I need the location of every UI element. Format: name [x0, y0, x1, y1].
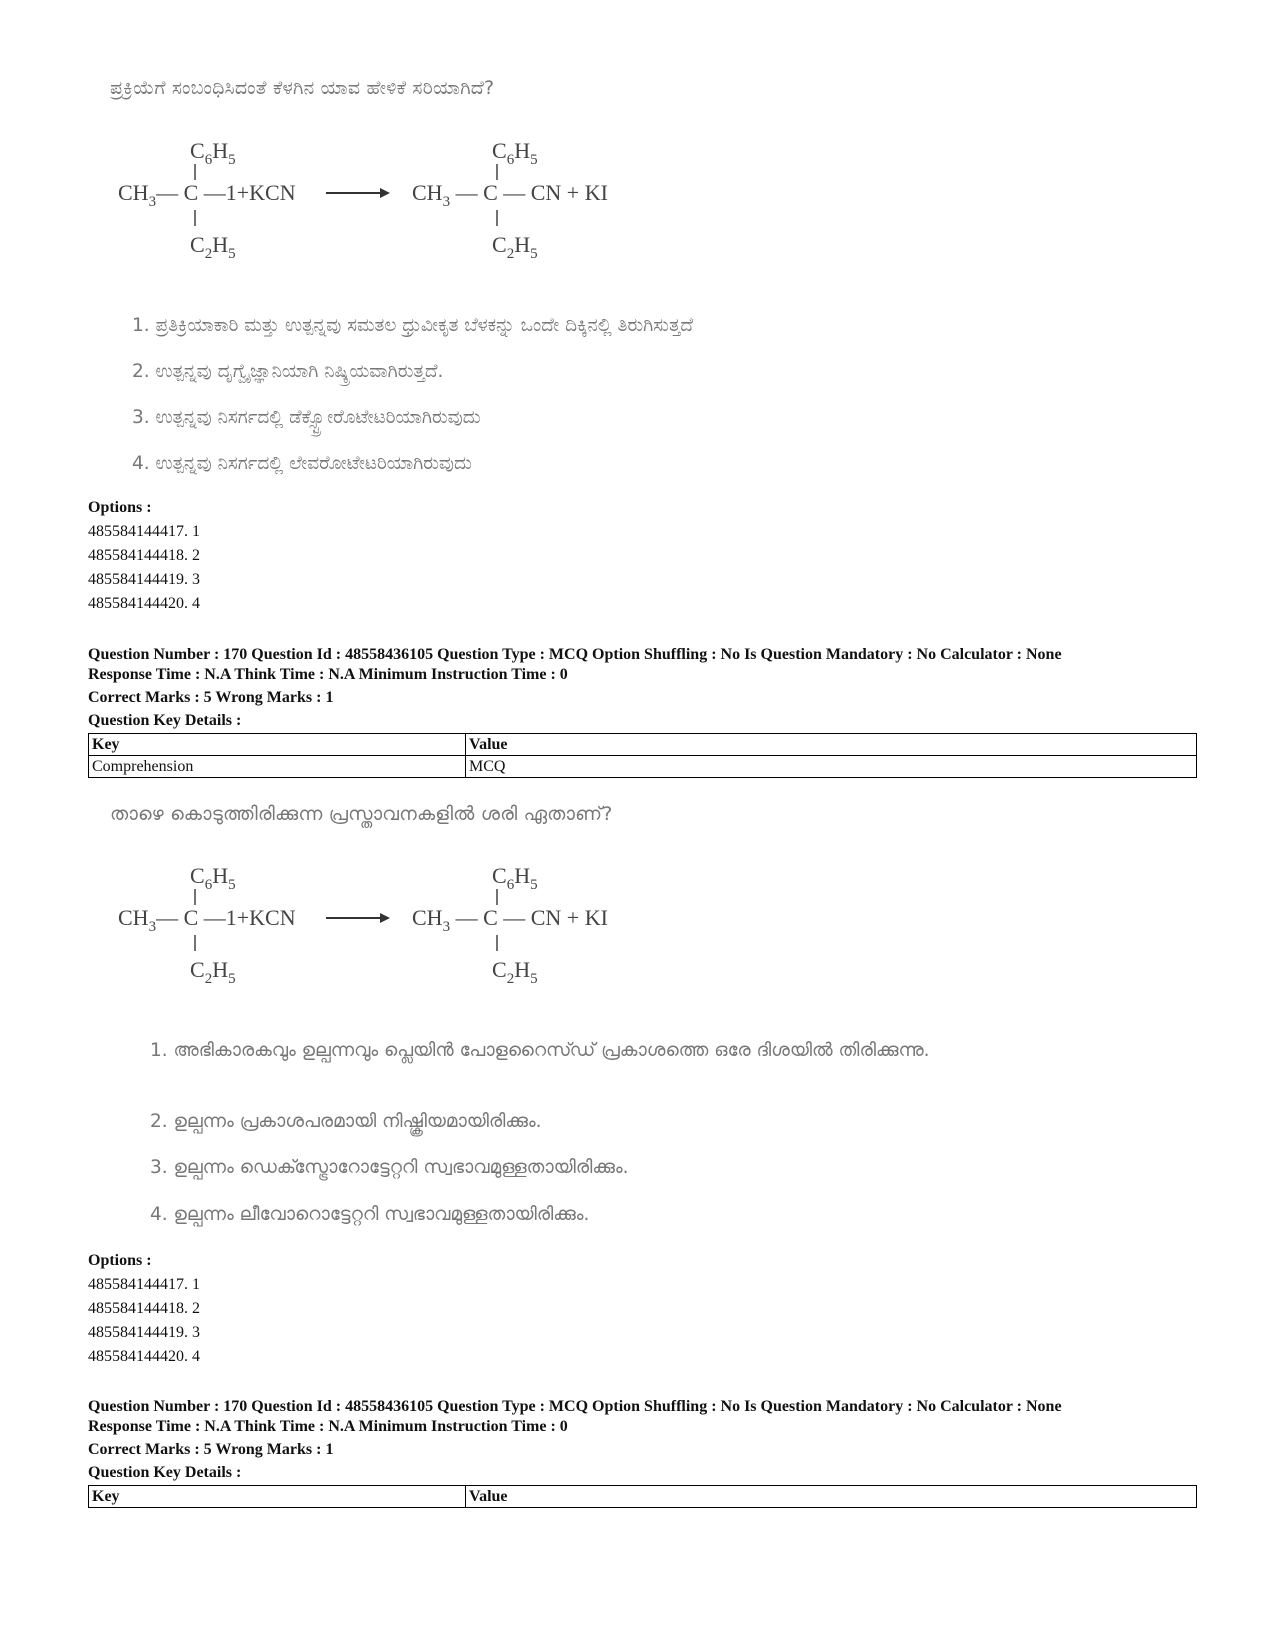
options-label: Options :	[88, 1252, 152, 1269]
options-list	[88, 1249, 200, 1369]
options-label: Options :	[88, 499, 152, 516]
svg-text:C2H5: $C_2H_5$	[492, 957, 538, 987]
option-item: 485584144419. 3	[88, 1324, 200, 1341]
svg-text:C6H5: $C_6H_5$	[190, 138, 236, 168]
option-item: 485584144418. 2	[88, 547, 200, 564]
option-item: 485584144417. 1	[88, 523, 200, 540]
svg-text:CH3 — C — CN + KI: $CH_3$ — C — CN + KI	[412, 180, 608, 210]
option-item: 485584144417. 1	[88, 1276, 200, 1293]
reaction-diagram	[118, 853, 678, 1003]
value-header: Value	[466, 734, 1197, 756]
svg-text:C6H5: $C_6H_5$	[190, 863, 236, 893]
statement-3: 3. ಉತ್ಪನ್ನವು ನಿಸರ್ಗದಲ್ಲಿ ಡೆಕ್ಸ್ಟ್ರೋರೊಟೇಟರಿಯಾಗಿರುವುದು	[132, 407, 481, 428]
option-item: 485584144418. 2	[88, 1300, 200, 1317]
question-title: ಪ್ರಕ್ರಿಯೆಗೆ ಸಂಬಂಧಿಸಿದಂತೆ ಕೆಳಗಿನ ಯಾವ ಹೇಳಿಕೆ ಸರಿಯಾಗಿದೆ?	[110, 77, 495, 99]
marks-line: Correct Marks : 5 Wrong Marks : 1	[88, 1441, 334, 1458]
svg-text:C2H5: $C_2H_5$	[492, 232, 538, 262]
value-cell: MCQ	[466, 756, 1197, 778]
meta-line-2: Response Time : N.A Think Time : N.A Minimum Instruction Time : 0	[88, 666, 568, 683]
statement-2: 2. ಉತ್ಪನ್ನವು ದೃಗ್ವೈಜ್ಞಾನಿಯಾಗಿ ನಿಷ್ಕ್ರಿಯವಾಗಿರುತ್ತದೆ.	[132, 361, 444, 382]
svg-text:CH3 — C — CN + KI: $CH_3$ — C — CN + KI	[412, 905, 608, 935]
key-header: Key	[89, 734, 466, 756]
key-details-table	[88, 1485, 1197, 1508]
svg-text:C6H5: $C_6H_5$	[492, 138, 538, 168]
statement-1: 1. അഭികാരകവും ഉല്പന്നവും പ്ലെയിൻ പോളറൈസ്ഡ് പ്രകാശത്തെ ഒരേ ദിശയിൽ തിരിക്കുന്നു.	[150, 1040, 930, 1061]
meta-line-1: Question Number : 170 Question Id : 48558436105 Question Type : MCQ Option Shuffling : No Is Question Mandatory : No Calculator : None	[88, 1398, 1062, 1415]
question-meta	[88, 1397, 1198, 1483]
key-cell: Comprehension	[89, 756, 466, 778]
key-details-label: Question Key Details :	[88, 1464, 242, 1481]
svg-text:CH3— C —1+KCN: $CH_3—$ C —1+KCN	[118, 905, 296, 935]
key-details-label: Question Key Details :	[88, 712, 242, 729]
meta-line-2: Response Time : N.A Think Time : N.A Minimum Instruction Time : 0	[88, 1418, 568, 1435]
svg-text:C6H5: $C_6H_5$	[492, 863, 538, 893]
statement-2: 2. ഉല്പന്നം പ്രകാശപരമായി നിഷ്ക്രിയമായിരിക്കും.	[150, 1111, 542, 1132]
question-title: താഴെ കൊടുത്തിരിക്കുന്ന പ്രസ്താവനകളിൽ ശരി ഏതാണ്?	[110, 803, 613, 825]
table-header-row	[89, 734, 1197, 756]
svg-text:C2H5: $C_2H_5$	[190, 232, 236, 262]
statement-4: 4. ഉല്പന്നം ലീവോറൊട്ടേറ്ററി സ്വഭാവമുള്ളതായിരിക്കും.	[150, 1204, 590, 1225]
table-row	[89, 756, 1197, 778]
meta-line-1: Question Number : 170 Question Id : 48558436105 Question Type : MCQ Option Shuffling : No Is Question Mandatory : No Calculator : None	[88, 646, 1062, 663]
statement-3: 3. ഉല്പന്നം ഡെക്സ്ട്രോറോട്ടേറ്ററി സ്വഭാവമുള്ളതായിരിക്കും.	[150, 1157, 629, 1178]
reaction-diagram	[118, 128, 678, 278]
svg-text:C2H5: $C_2H_5$	[190, 957, 236, 987]
table-header-row	[89, 1486, 1197, 1508]
statement-1: 1. ಪ್ರತಿಕ್ರಿಯಾಕಾರಿ ಮತ್ತು ಉತ್ಪನ್ನವು ಸಮತಲ ಧ್ರುವೀಕೃತ ಬೆಳಕನ್ನು ಒಂದೇ ದಿಕ್ಕಿನಲ್ಲಿ ತಿರುಗಿಸುತ್ತದೆ	[132, 315, 694, 336]
marks-line: Correct Marks : 5 Wrong Marks : 1	[88, 689, 334, 706]
key-header: Key	[89, 1486, 466, 1508]
value-header: Value	[466, 1486, 1197, 1508]
svg-text:CH3— C —1+KCN: $CH_3—$ C —1+KCN	[118, 180, 296, 210]
option-item: 485584144420. 4	[88, 1348, 200, 1365]
statement-4: 4. ಉತ್ಪನ್ನವು ನಿಸರ್ಗದಲ್ಲಿ ಲೇವರೋಟೇಟರಿಯಾಗಿರುವುದು	[132, 453, 472, 474]
key-details-table	[88, 733, 1197, 778]
option-item: 485584144419. 3	[88, 571, 200, 588]
option-item: 485584144420. 4	[88, 595, 200, 612]
options-list	[88, 496, 200, 616]
question-meta	[88, 645, 1198, 731]
